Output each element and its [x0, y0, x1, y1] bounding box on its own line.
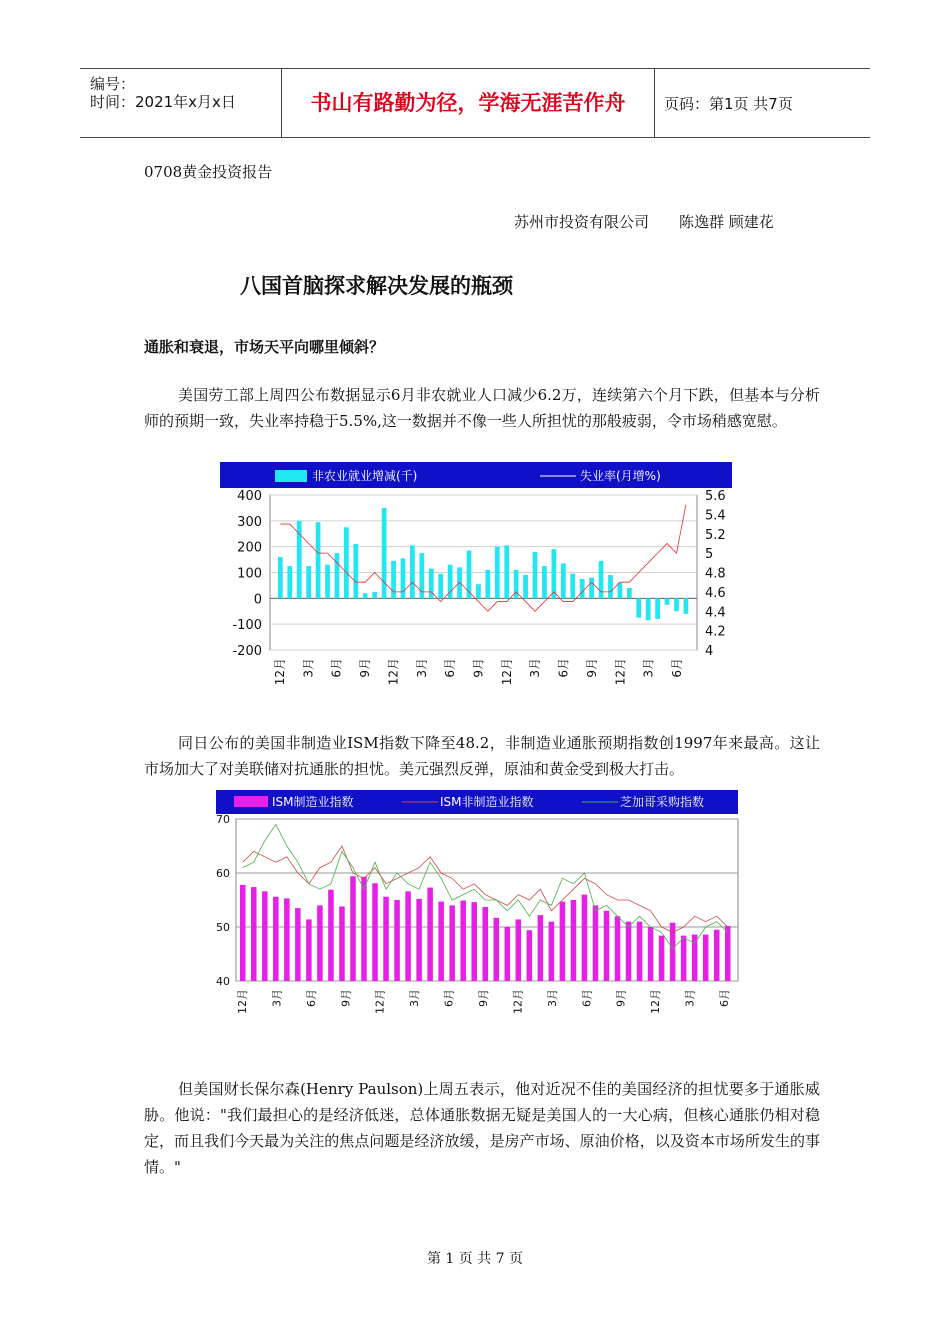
chart2-bar — [549, 922, 555, 981]
chart2-bar — [317, 905, 323, 981]
chart1-y-tick-right: 5.4 — [705, 508, 726, 524]
chart2-bar — [306, 919, 312, 981]
chart1-bar — [523, 575, 528, 598]
chart1-x-tick: 9月 — [358, 658, 373, 678]
number-label: 编号： — [90, 75, 136, 93]
chart2-bar — [350, 876, 356, 981]
chart1-bar — [410, 545, 415, 598]
paragraph-1: 美国劳工部上周四公布数据显示6月非农就业人口减少6.2万，连续第六个月下跌，但基本与分析师的预期一致，失业率持稳于5.5%,这一数据并不像一些人所担忧的那般疲弱，令市场稍感宽慰。 — [144, 386, 820, 430]
chart1-bar — [372, 592, 377, 598]
report-name: 0708黄金投资报告 — [144, 163, 273, 181]
chart2-bar — [471, 902, 477, 981]
chart1-bar — [495, 547, 500, 599]
chart1-x-tick: 6月 — [443, 658, 458, 678]
chart1-x-tick: 3月 — [528, 658, 543, 678]
ism-chart — [210, 788, 740, 1028]
chart2-x-tick: 3月 — [545, 989, 559, 1007]
chart2-bar — [251, 887, 257, 981]
chart2-bar — [703, 935, 709, 981]
chart2-bar — [361, 877, 367, 981]
chart2-x-tick: 3月 — [270, 989, 284, 1007]
chart1-bar — [627, 588, 632, 598]
paragraph-2: 同日公布的美国非制造业ISM指数下降至48.2，非制造业通胀预期指数创1997年来最高。这让市场加大了对美联储对抗通胀的担忧。美元强烈反弹，原油和黄金受到极大打击。 — [144, 734, 820, 778]
chart2-x-tick: 12月 — [511, 989, 525, 1014]
chart1-x-tick: 3月 — [641, 658, 656, 678]
article-title: 八国首脑探求解决发展的瓶颈 — [240, 274, 513, 298]
chart2-x-tick: 9月 — [339, 989, 353, 1007]
chart1-x-tick: 9月 — [471, 658, 486, 678]
chart1-bar — [504, 545, 509, 598]
chart1-bar — [353, 544, 358, 598]
chart2-bar — [516, 919, 522, 981]
chart1-y-tick-right: 4.4 — [705, 605, 726, 621]
chart1-bar — [618, 583, 623, 599]
chart2-y-tick: 60 — [216, 867, 230, 880]
chart1-bar — [674, 598, 679, 611]
chart2-bar — [505, 927, 511, 981]
chart2-bar — [416, 899, 422, 981]
page-header — [80, 68, 870, 138]
chart2-bar — [427, 888, 433, 981]
chart1-y-tick-left: 400 — [237, 489, 262, 504]
chart1-y-tick-left: -200 — [232, 644, 262, 659]
chart2-bar — [438, 902, 444, 981]
employment-chart — [220, 462, 740, 702]
chart1-bar — [542, 566, 547, 598]
chart2-bar — [659, 936, 665, 981]
chart2-bar — [648, 927, 654, 981]
chart2-y-tick: 70 — [216, 813, 230, 826]
chart2-bar — [692, 935, 698, 981]
chart2-x-tick: 9月 — [477, 989, 490, 1007]
chart1-y-tick-right: 4.8 — [705, 566, 726, 582]
chart1-bar — [486, 570, 491, 598]
chart1-bar — [589, 578, 594, 599]
chart1-y-tick-right: 5 — [705, 547, 714, 563]
chart2-bar — [328, 890, 334, 981]
chart1-y-tick-left: 200 — [237, 540, 262, 556]
chart1-y-tick-right: 4.2 — [705, 624, 726, 640]
chart1-bar — [570, 574, 575, 599]
chart2-x-tick: 6月 — [718, 989, 731, 1007]
chart1-x-tick: 12月 — [613, 658, 628, 686]
chart1-y-tick-left: 0 — [253, 592, 262, 608]
chart1-x-tick: 12月 — [386, 658, 401, 686]
chart1-y-tick-right: 4 — [705, 644, 714, 659]
chart1-x-tick: 3月 — [301, 658, 316, 678]
chart1-legend-label-line: 失业率(月增%) — [580, 469, 661, 483]
chart2-x-tick: 6月 — [304, 989, 318, 1007]
chart2-bar — [460, 901, 466, 981]
chart1-bar — [552, 549, 557, 598]
time-label: 时间：2021年x月x日 — [90, 93, 236, 111]
chart1-bar — [467, 551, 472, 599]
chart1-bar — [278, 557, 283, 598]
chart1-bar — [438, 574, 443, 599]
chart2-x-tick: 6月 — [442, 989, 456, 1007]
chart2-bar — [262, 891, 268, 981]
section-subtitle: 通胀和衰退，市场天平向哪里倾斜？ — [144, 338, 385, 356]
chart2-y-tick: 50 — [216, 921, 230, 934]
page-footer: 第 1 页 共 7 页 — [426, 1251, 524, 1267]
chart1-bar — [599, 561, 604, 598]
chart2-bar — [626, 922, 632, 981]
chart2-bar — [383, 897, 389, 981]
chart2-bar — [284, 898, 290, 981]
chart1-bar — [636, 598, 641, 617]
chart1-x-tick: 6月 — [670, 658, 684, 678]
header-info-cell — [80, 69, 282, 137]
chart1-x-tick: 3月 — [414, 658, 429, 678]
chart2-bar — [449, 905, 455, 981]
chart1-y-tick-right: 5.6 — [705, 489, 726, 504]
chart1-legend-swatch-bars — [275, 470, 307, 482]
chart2-legend-label-line1: ISM非制造业指数 — [440, 795, 534, 809]
chart1-x-tick: 6月 — [556, 658, 571, 678]
chart2-bar — [482, 907, 488, 981]
chart2-bar — [725, 926, 731, 981]
chart2-bar — [681, 936, 687, 981]
chart2-x-tick: 3月 — [408, 989, 422, 1007]
chart2-bar — [494, 918, 500, 981]
chart2-bar — [571, 900, 577, 981]
chart2-bar — [560, 902, 566, 981]
chart1-x-tick: 12月 — [273, 658, 287, 686]
chart2-bar — [637, 922, 643, 981]
chart1-bar — [655, 598, 660, 619]
chart2-bar — [405, 891, 411, 981]
chart1-bar — [344, 527, 349, 598]
chart2-bar — [538, 915, 544, 981]
chart2-bar — [615, 916, 621, 981]
chart1-bar — [533, 552, 538, 599]
chart1-x-tick: 9月 — [584, 658, 599, 678]
chart1-y-tick-right: 5.2 — [705, 527, 726, 543]
chart2-legend-swatch-bars — [234, 796, 268, 807]
chart1-bar — [646, 598, 651, 620]
chart1-y-tick-left: 100 — [237, 566, 262, 582]
chart2-bar — [372, 883, 378, 981]
chart1-bar — [391, 561, 396, 598]
chart2-bar — [240, 885, 246, 981]
chart1-bar — [401, 558, 406, 598]
chart1-bar — [608, 575, 613, 598]
chart1-bar — [363, 593, 368, 598]
chart2-x-tick: 12月 — [373, 989, 387, 1014]
chart1-bar — [306, 566, 311, 598]
chart1-bar — [476, 584, 481, 598]
chart1-bar — [325, 565, 330, 599]
chart2-bar — [582, 895, 588, 981]
chart2-bar — [527, 930, 533, 981]
chart2-legend-label-line2: 芝加哥采购指数 — [620, 795, 705, 809]
chart1-legend-label-bars: 非农业就业增减(千) — [312, 469, 418, 483]
chart1-x-tick: 12月 — [499, 658, 514, 686]
chart1-bar — [665, 598, 670, 604]
chart2-x-tick: 9月 — [614, 989, 628, 1007]
chart1-bar — [382, 508, 387, 598]
chart2-x-tick: 12月 — [236, 989, 249, 1014]
chart1-y-tick-left: -100 — [232, 618, 262, 634]
author-line: 苏州市投资有限公司 陈逸群 顾建花 — [514, 213, 774, 231]
chart2-bar — [593, 905, 599, 981]
chart2-bar — [394, 900, 400, 981]
chart1-bar — [684, 598, 689, 614]
chart2-bar — [295, 908, 301, 981]
chart1-bar — [561, 563, 566, 598]
chart2-y-tick: 40 — [216, 975, 230, 988]
chart1-bar — [335, 553, 340, 598]
chart2-bar — [714, 930, 720, 981]
chart2-bar — [273, 897, 279, 981]
chart1-y-tick-right: 4.6 — [705, 585, 726, 601]
chart2-bar — [604, 911, 610, 981]
chart2-x-tick: 12月 — [649, 989, 663, 1014]
paragraph-3: 但美国财长保尔森(Henry Paulson)上周五表示，他对近况不佳的美国经济的担忧要多于通胀威胁。他说："我们最担心的是经济低迷，总体通胀数据无疑是美国人的一大心病，但核心通胀仍相对稳定，而且我们今天最为关注的焦点问题是经济放缓，是房产市场、原油价格，以及资本市场所发生的事情。" — [144, 1080, 820, 1176]
chart1-bar — [457, 567, 462, 598]
chart1-x-tick: 6月 — [329, 658, 344, 678]
chart1-bar — [580, 579, 585, 598]
header-page-label: 页码：第1页 共7页 — [664, 95, 793, 113]
chart1-bar — [287, 566, 292, 598]
chart2-legend-label-bars: ISM制造业指数 — [272, 795, 354, 809]
chart2-x-tick: 6月 — [580, 989, 594, 1007]
chart2-bar — [339, 906, 345, 981]
chart2-x-tick: 3月 — [683, 989, 697, 1007]
chart1-bar — [316, 522, 321, 598]
header-motto: 书山有路勤为径，学海无涯苦作舟 — [282, 69, 655, 137]
chart1-y-tick-left: 300 — [237, 514, 262, 530]
